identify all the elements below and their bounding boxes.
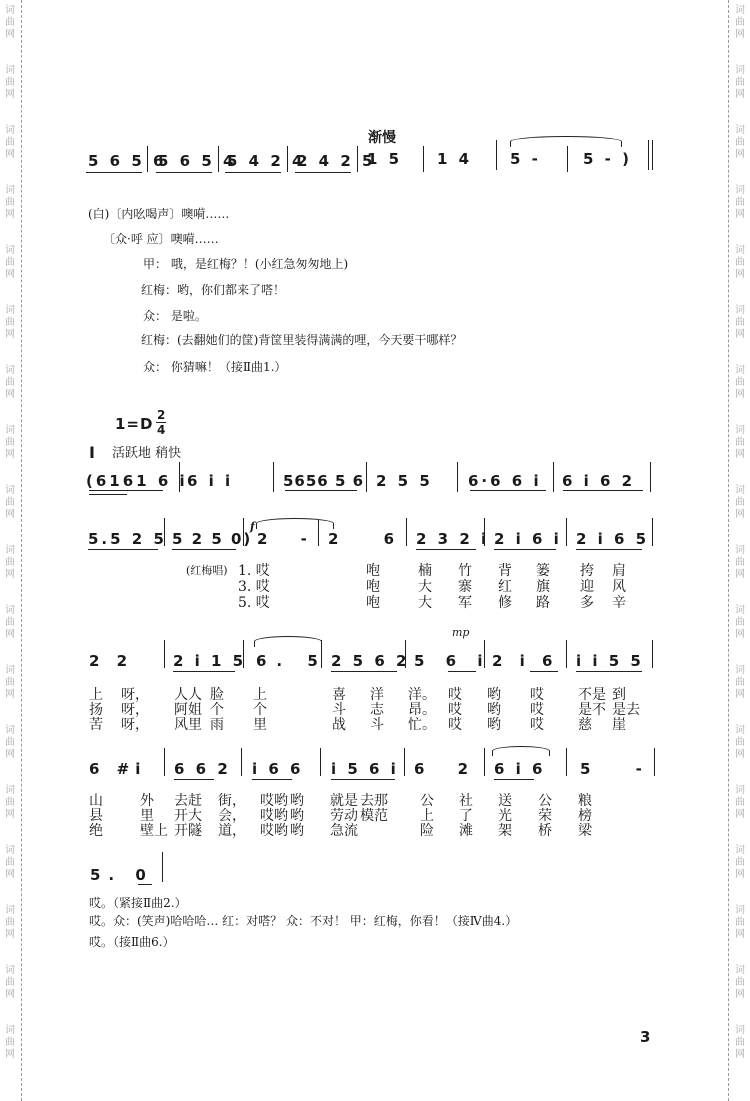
lyric-syllable: 开隧 <box>174 823 202 839</box>
dialogue-line-7: 众： 你猜嘛！（接Ⅱ曲1.） <box>143 360 287 374</box>
row2-measure-7: 2 i 6 5 <box>576 530 650 548</box>
barline <box>457 462 458 492</box>
lyric-syllable: 山 <box>89 793 103 809</box>
lyric-syllable: 军 <box>458 595 472 611</box>
lyric-syllable: 志 <box>370 702 384 718</box>
barline <box>650 462 651 492</box>
lyric-syllable: 红 <box>498 579 512 595</box>
row1-measure-6: 6 i 6 2 <box>562 472 636 490</box>
row4-measure-1: 6 #i <box>89 760 147 778</box>
intro-measure-1: 5 6 5 6 <box>88 152 167 170</box>
lyric-syllable: 风里 <box>174 717 202 733</box>
lyric-syllable: 哎 <box>530 717 544 733</box>
lyric-syllable: 咆 <box>366 563 380 579</box>
watermark-text: 词 曲 网 <box>5 605 15 640</box>
lyric-syllable: 辛 <box>612 595 626 611</box>
section-numeral: I <box>89 443 98 462</box>
row4-measure-3: i 6 6 <box>252 760 304 778</box>
watermark-text: 词 曲 网 <box>735 365 745 400</box>
underline-beam <box>448 671 476 672</box>
lyric-syllable: 哎 <box>530 687 544 703</box>
watermark-text: 词 曲 网 <box>5 185 15 220</box>
barline <box>567 146 568 172</box>
barline <box>366 462 367 492</box>
lyric-syllable: 去赶 <box>174 793 202 809</box>
watermark-text: 词 曲 网 <box>735 485 745 520</box>
barline <box>243 640 244 668</box>
underline-beam <box>576 671 642 672</box>
dialogue-line-1: (白)〔内吆喝声〕噢嗬…… <box>88 207 230 221</box>
row2-measure-6: 2 i 6 i <box>494 530 562 548</box>
underline-beam <box>494 779 534 780</box>
underline-beam <box>138 884 152 885</box>
lyric-syllable: 战 <box>332 717 346 733</box>
lyric-syllable: 社 <box>459 793 473 809</box>
dialogue-line-5: 众： 是啦。 <box>143 309 207 323</box>
watermark-text: 词 曲 网 <box>735 605 745 640</box>
intro-measure-2: 5 6 5 4 <box>158 152 237 170</box>
page-number: 3 <box>640 1028 651 1046</box>
lyric-syllable: 脸 <box>210 687 224 703</box>
lyric-syllable: 大 <box>418 579 432 595</box>
lyric-syllable: 哎 <box>448 687 462 703</box>
lyric-syllable: 哟 <box>290 793 304 809</box>
row3-measure-4: 2 5 6 2 <box>331 652 410 670</box>
barline <box>164 518 165 546</box>
intro-measure-6: 1 4 <box>437 150 473 168</box>
lyric-syllable: 上 <box>253 687 267 703</box>
row2-measure-5: 2 3 2 i <box>416 530 490 548</box>
lyric-syllable: 到 <box>612 687 626 703</box>
underline-beam <box>576 549 642 550</box>
final-barline <box>652 140 653 170</box>
time-signature-denominator: 4 <box>157 423 169 437</box>
intro-measure-7: 5 - <box>510 150 541 168</box>
ending-line-2: 哎。众：(笑声)哈哈哈… 红：对嗒？ 众：不对！ 甲：红梅，你看！（接Ⅳ曲4.） <box>89 914 518 928</box>
row3-measure-3: 6. 5 <box>256 652 328 670</box>
underline-beam <box>173 671 235 672</box>
lyric-syllable: 多 <box>580 595 594 611</box>
underline-beam <box>88 549 158 550</box>
lyric-syllable: 公 <box>420 793 434 809</box>
barline <box>321 640 322 668</box>
underline-beam <box>331 779 395 780</box>
lyric-syllable: 梁 <box>578 823 592 839</box>
lyric-syllable: 个 <box>253 702 267 718</box>
intro-measure-3: 5 4 2 4 <box>227 152 306 170</box>
watermark-text: 词 曲 网 <box>5 965 15 1000</box>
barline <box>566 640 567 668</box>
lyric-syllable: 洋。 <box>408 687 436 703</box>
lyric-syllable: 洋 <box>370 687 384 703</box>
lyric-syllable: 上 <box>420 808 434 824</box>
intro-measure-5: 1 5 <box>367 150 403 168</box>
row4-measure-2: 6 6 2 <box>174 760 231 778</box>
row2-measure-4: 2 6 <box>328 530 415 548</box>
intro-measure-8: 5 - ) <box>583 150 632 168</box>
barline <box>179 462 180 492</box>
barline <box>566 748 567 776</box>
lyric-syllable: 苦 <box>89 717 103 733</box>
row1-measure-5: 6·6 6 i <box>468 472 542 490</box>
barline <box>287 146 288 172</box>
lyric-syllable: 昂。 <box>408 702 436 718</box>
watermark-text: 词 曲 网 <box>735 965 745 1000</box>
lyric-syllable: 壁上 <box>140 823 168 839</box>
barline <box>484 640 485 668</box>
lyric-syllable: 哎哟 <box>260 823 288 839</box>
lyric-syllable: 榜 <box>578 808 592 824</box>
lyric-syllable: 送 <box>498 793 512 809</box>
tie-slur <box>254 636 322 647</box>
watermark-text: 词 曲 网 <box>5 845 15 880</box>
watermark-text: 词 曲 网 <box>5 125 15 160</box>
barline <box>406 518 407 546</box>
underline-beam <box>285 490 357 491</box>
final-barline <box>648 140 649 170</box>
barline <box>320 748 321 776</box>
time-signature-numerator: 2 <box>157 408 169 422</box>
lyric-syllable: 绝 <box>89 823 103 839</box>
underline-beam <box>156 172 212 173</box>
watermark-text: 词 曲 网 <box>735 845 745 880</box>
lyric-syllable: 肩 <box>612 563 626 579</box>
lyric-syllable: 粮 <box>578 793 592 809</box>
barline <box>652 640 653 668</box>
watermark-text: 词 曲 网 <box>5 425 15 460</box>
lyric-syllable: 了 <box>459 808 473 824</box>
lyric-syllable: 外 <box>140 793 154 809</box>
row3-measure-2: 2 i 1 5 <box>173 652 247 670</box>
lyric-syllable: 桥 <box>538 823 552 839</box>
lyric-syllable: 开大 <box>174 808 202 824</box>
watermark-text: 词 曲 网 <box>5 665 15 700</box>
lyric-syllable: 哎 <box>448 702 462 718</box>
watermark-text: 词 曲 网 <box>5 725 15 760</box>
watermark-text: 词 曲 网 <box>5 545 15 580</box>
underline-beam <box>470 490 546 491</box>
lyric-syllable: 咆 <box>366 579 380 595</box>
watermark-text: 词 曲 网 <box>5 1025 15 1060</box>
lyric-syllable: 3. 哎 <box>238 579 270 595</box>
lyric-syllable: 风 <box>612 579 626 595</box>
lyric-syllable: 雨 <box>210 717 224 733</box>
lyric-syllable: 路 <box>536 595 550 611</box>
lyric-syllable: 不是 <box>578 687 606 703</box>
barline <box>218 146 219 172</box>
lyric-syllable: 哎 <box>448 717 462 733</box>
watermark-text: 词 曲 网 <box>735 185 745 220</box>
final-barline <box>162 852 163 882</box>
barline <box>566 518 567 546</box>
lyric-syllable: 哎 <box>530 702 544 718</box>
barline <box>164 748 165 776</box>
row1-measure-4: 2 5 5 <box>376 472 433 490</box>
watermark-text: 词 曲 网 <box>735 125 745 160</box>
lyric-syllable: 是去 <box>612 702 640 718</box>
lyric-syllable: 背 <box>498 563 512 579</box>
watermark-text: 词 曲 网 <box>5 905 15 940</box>
lyric-syllable: 忙。 <box>408 717 436 733</box>
watermark-text: 词 曲 网 <box>735 785 745 820</box>
barline <box>654 748 655 776</box>
barline <box>423 146 424 172</box>
right-page-edge <box>728 0 729 1101</box>
lyric-syllable: 迎 <box>580 579 594 595</box>
underline-beam <box>86 172 142 173</box>
watermark-text: 词 曲 网 <box>5 245 15 280</box>
lyric-syllable: 里 <box>140 808 154 824</box>
lyric-syllable: 呀， <box>121 702 149 718</box>
row5-measure-1: 5. 0 <box>90 866 154 884</box>
lyric-syllable: 斗 <box>332 702 346 718</box>
lyric-syllable: 喜 <box>332 687 346 703</box>
barline <box>484 748 485 776</box>
underline-beam <box>563 490 643 491</box>
lyric-syllable: 公 <box>538 793 552 809</box>
dialogue-line-6: 红梅：(去翻她们的筐)背筐里装得满满的哩，今天要干哪样？ <box>141 333 463 347</box>
lyric-syllable: 急流 <box>330 823 358 839</box>
lyric-syllable: 去那 <box>360 793 388 809</box>
lyric-syllable: 1. 哎 <box>238 563 270 579</box>
lyric-syllable: 慈 <box>578 717 592 733</box>
lyric-syllable: 上 <box>89 687 103 703</box>
lyric-syllable: 县 <box>89 808 103 824</box>
lyric-syllable: 大 <box>418 595 432 611</box>
tie-slur <box>492 746 550 756</box>
watermark-text: 词 曲 网 <box>735 665 745 700</box>
lyric-syllable: 会， <box>218 808 246 824</box>
section-tempo: 活跃地 稍快 <box>112 446 182 461</box>
lyric-syllable: 哎哟 <box>260 793 288 809</box>
underline-beam <box>89 494 127 495</box>
row4-measure-4: i 5 6 i <box>331 760 399 778</box>
watermark-text: 词 曲 网 <box>735 725 745 760</box>
row1-measure-2: 6 i i <box>187 472 234 490</box>
watermark-text: 词 曲 网 <box>735 65 745 100</box>
watermark-text: 词 曲 网 <box>735 305 745 340</box>
lyric-syllable: 5. 哎 <box>238 595 270 611</box>
lyric-syllable: 里 <box>253 717 267 733</box>
lyric-syllable: 哎哟 <box>260 808 288 824</box>
dialogue-line-4: 红梅：哟，你们都来了嗒！ <box>141 283 286 297</box>
underline-beam <box>416 549 476 550</box>
lyric-syllable: 哟 <box>290 808 304 824</box>
lyric-syllable: 荣 <box>538 808 552 824</box>
lyric-syllable: 哟 <box>487 687 501 703</box>
dynamic-mezzo-piano: mp <box>452 626 470 639</box>
barline <box>652 518 653 546</box>
watermark-text: 词 曲 网 <box>5 65 15 100</box>
underline-beam <box>494 549 556 550</box>
lyric-syllable: 扬 <box>89 702 103 718</box>
row1-measure-1: (6161 6 i <box>86 472 188 490</box>
lyric-syllable: 道， <box>218 823 246 839</box>
watermark-text: 词 曲 网 <box>735 545 745 580</box>
underline-beam <box>174 779 214 780</box>
dialogue-line-2: 〔众·呼 应〕噢嗬…… <box>103 232 219 246</box>
lyric-syllable: 楠 <box>418 563 432 579</box>
lyric-syllable: 寨 <box>458 579 472 595</box>
barline <box>164 640 165 668</box>
underline-beam <box>172 549 236 550</box>
watermark-text: 词 曲 网 <box>5 785 15 820</box>
watermark-text: 词 曲 网 <box>735 425 745 460</box>
lyric-syllable: 哟 <box>487 702 501 718</box>
lyric-syllable: 旗 <box>536 579 550 595</box>
lyric-syllable: 人人 <box>174 687 202 703</box>
barline <box>404 748 405 776</box>
barline <box>241 748 242 776</box>
lyric-syllable: 斗 <box>370 717 384 733</box>
lyric-syllable: 光 <box>498 808 512 824</box>
lyric-syllable: 是不 <box>578 702 606 718</box>
lyric-syllable: 篓 <box>536 563 550 579</box>
intro-measure-4: 2 4 2 5 <box>297 152 376 170</box>
barline <box>553 462 554 492</box>
lyric-syllable: 呀， <box>121 717 149 733</box>
barline <box>273 462 274 492</box>
row2-measure-3: 2 - <box>257 530 321 548</box>
row4-measure-6: 6 i 6 <box>494 760 546 778</box>
underline-beam <box>225 172 281 173</box>
dynamic-forte: f <box>250 520 255 533</box>
singer-label: (红梅唱) <box>186 564 228 577</box>
lyric-syllable: 险 <box>420 823 434 839</box>
lyric-syllable: 哟 <box>290 823 304 839</box>
lyric-syllable: 模范 <box>360 808 388 824</box>
underline-beam <box>252 779 292 780</box>
ending-line-3: 哎。（接Ⅱ曲6.） <box>89 935 175 949</box>
tie-slur <box>510 136 622 147</box>
barline <box>405 640 406 668</box>
row3-measure-6: 2 i 6 <box>492 652 559 670</box>
watermark-text: 词 曲 网 <box>735 1025 745 1060</box>
barline <box>318 520 319 546</box>
watermark-text: 词 曲 网 <box>735 5 745 40</box>
watermark-text: 词 曲 网 <box>5 365 15 400</box>
tie-slur <box>256 518 334 529</box>
row2-measure-2: 5 2 5 0) <box>172 530 253 548</box>
lyric-syllable: 咆 <box>366 595 380 611</box>
watermark-text: 词 曲 网 <box>5 305 15 340</box>
barline <box>243 518 244 546</box>
barline <box>484 518 485 546</box>
lyric-syllable: 架 <box>498 823 512 839</box>
underline-beam <box>530 671 558 672</box>
barline <box>147 146 148 172</box>
barline <box>496 140 497 170</box>
lyric-syllable: 滩 <box>459 823 473 839</box>
row3-measure-1: 2 2 <box>89 652 134 670</box>
row4-measure-7: 5 - <box>580 760 662 778</box>
lyric-syllable: 呀， <box>121 687 149 703</box>
dialogue-line-3: 甲： 哦，是红梅？！(小红急匆匆地上) <box>143 257 349 271</box>
watermark-text: 词 曲 网 <box>5 5 15 40</box>
lyric-syllable: 就是 <box>330 793 358 809</box>
row3-measure-5: 5 6 i <box>414 652 491 670</box>
row2-measure-1: 5.5 2 5 <box>88 530 167 548</box>
row3-measure-7: i i 5 5 <box>576 652 644 670</box>
underline-beam <box>331 671 397 672</box>
lyric-syllable: 挎 <box>580 563 594 579</box>
key-signature: 1=D <box>115 415 154 433</box>
lyric-syllable: 哟 <box>487 717 501 733</box>
watermark-text: 词 曲 网 <box>735 245 745 280</box>
tempo-mark-gradually-slower: 渐慢 <box>368 130 396 146</box>
lyric-syllable: 劳动 <box>330 808 358 824</box>
underline-beam <box>295 172 351 173</box>
lyric-syllable: 竹 <box>458 563 472 579</box>
lyric-syllable: 街， <box>218 793 246 809</box>
ending-line-1: 哎。（紧接Ⅱ曲2.） <box>89 896 187 910</box>
watermark-text: 词 曲 网 <box>735 905 745 940</box>
lyric-syllable: 崖 <box>612 717 626 733</box>
underline-beam <box>89 490 163 491</box>
left-page-edge <box>21 0 22 1101</box>
row1-measure-3: 5656 5 6 <box>283 472 365 490</box>
lyric-syllable: 阿姐 <box>174 702 202 718</box>
row4-measure-5: 6 2 <box>414 760 483 778</box>
barline <box>357 146 358 172</box>
lyric-syllable: 修 <box>498 595 512 611</box>
watermark-text: 词 曲 网 <box>5 485 15 520</box>
lyric-syllable: 个 <box>210 702 224 718</box>
